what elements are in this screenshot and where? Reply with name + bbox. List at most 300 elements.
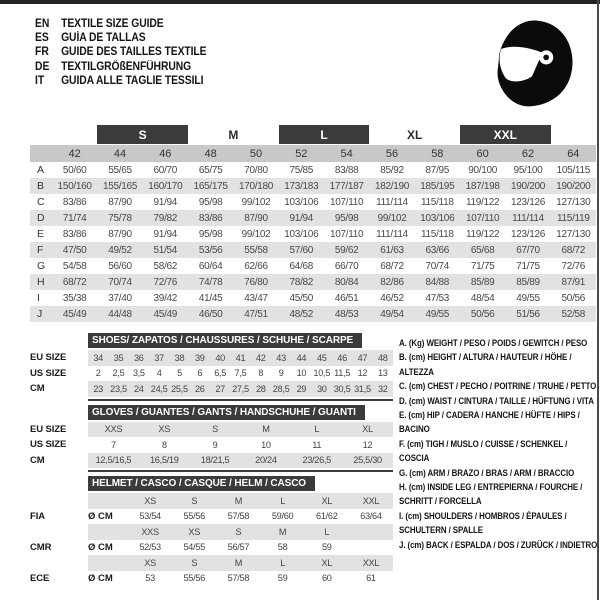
size-value: 190/200 bbox=[556, 180, 591, 192]
legend-item: E. (cm) HIP / CADERA / HANCHE / HÜFTE / HIPS / BACINO bbox=[399, 410, 580, 435]
size-column-header: 58 bbox=[431, 147, 444, 160]
measurement-legend bbox=[399, 336, 599, 552]
helmet-size-value: 53/54 bbox=[139, 511, 161, 522]
gloves-table-row-cm bbox=[30, 453, 393, 469]
row-label: EU SIZE bbox=[30, 352, 67, 364]
size-column-header: 60 bbox=[476, 147, 489, 160]
size-group-spacer bbox=[52, 125, 97, 144]
helmet-size-label: XL bbox=[321, 495, 333, 506]
helmet-sizes bbox=[88, 524, 393, 540]
size-value: 103/106 bbox=[284, 196, 319, 208]
helmet-size-label: S bbox=[191, 557, 198, 568]
language-name: TEXTILGRÖßENFÜHRUNG bbox=[61, 60, 192, 73]
size-value: 55/58 bbox=[244, 244, 268, 256]
language-code: FR bbox=[35, 46, 49, 59]
gloves-table-title: GLOVES / GUANTES / GANTS / HANDSCHUHE / GUANTI bbox=[88, 405, 365, 420]
legend-item: B. (cm) HEIGHT / ALTURA / HAUTEUR / HÖHE / ALTEZZA bbox=[399, 352, 572, 377]
legend-item: A. (Kg) WEIGHT / PESO / POIDS / GEWITCH / PESO bbox=[399, 338, 588, 348]
helmet-size-label: M bbox=[234, 557, 243, 568]
diameter-unit-label: Ø CM bbox=[88, 572, 113, 584]
row-letter: I bbox=[37, 292, 40, 304]
cell-value: 6,5 bbox=[214, 368, 227, 379]
measurement-row-c bbox=[30, 194, 596, 210]
size-value: 99/102 bbox=[241, 228, 271, 240]
cell-value: 11 bbox=[312, 439, 322, 450]
helmet-size-value: 59/60 bbox=[271, 511, 294, 522]
cell-value: 10 bbox=[261, 439, 271, 450]
size-value: 63/66 bbox=[425, 244, 450, 256]
size-value: 64/68 bbox=[289, 260, 314, 272]
size-value: 105/115 bbox=[556, 164, 590, 176]
size-value: 50/56 bbox=[470, 308, 495, 320]
cell-value: 29 bbox=[296, 383, 307, 394]
size-value: 115/119 bbox=[557, 212, 590, 224]
size-value: 91/94 bbox=[153, 228, 178, 240]
row-label-spacer bbox=[30, 555, 88, 571]
cell-value: 37 bbox=[154, 352, 164, 363]
cell-value: 25,5/30 bbox=[353, 455, 382, 466]
cell-value: 16,5/19 bbox=[149, 455, 179, 466]
standard-label: FIA bbox=[30, 510, 46, 522]
cell-value: 12 bbox=[362, 439, 373, 450]
accessory-tables bbox=[30, 333, 393, 590]
cell-value: 25,5 bbox=[171, 383, 188, 394]
size-value: 50/60 bbox=[62, 164, 87, 176]
row-label: US SIZE bbox=[30, 367, 67, 379]
size-value: 99/102 bbox=[241, 196, 271, 208]
cell-value: XL bbox=[362, 424, 373, 435]
size-value: 48/53 bbox=[334, 308, 359, 320]
cell-value: 8 bbox=[258, 368, 264, 379]
size-value: 76/80 bbox=[244, 276, 268, 288]
size-value: 103/106 bbox=[420, 212, 455, 224]
cell-value: 46 bbox=[337, 352, 347, 363]
size-value: 127/130 bbox=[556, 228, 591, 240]
language-row bbox=[35, 60, 206, 74]
helmet-values bbox=[88, 509, 393, 525]
helmet-size-value: 52/53 bbox=[139, 542, 161, 553]
language-code: IT bbox=[35, 74, 45, 87]
size-value: 66/70 bbox=[334, 260, 359, 272]
cell-value: 2 bbox=[95, 368, 101, 379]
row-letter: J bbox=[37, 308, 42, 320]
size-value: 60/70 bbox=[153, 164, 178, 176]
cell-value: 47 bbox=[357, 352, 368, 363]
size-value: 49/55 bbox=[425, 308, 450, 320]
helmet-size-value: 57/58 bbox=[227, 573, 250, 584]
helmet-size-label: XS bbox=[188, 526, 201, 537]
row-label-spacer bbox=[30, 333, 88, 348]
cell-value: 48 bbox=[377, 352, 388, 363]
cell-value: 31,5 bbox=[354, 383, 371, 394]
size-value: 107/110 bbox=[330, 196, 364, 208]
row-values bbox=[88, 350, 393, 366]
size-value: 47/51 bbox=[244, 308, 268, 320]
helmet-size-value: 57/58 bbox=[227, 511, 250, 522]
size-group-s: S bbox=[97, 125, 188, 144]
size-value: 111/114 bbox=[376, 196, 408, 208]
cell-value: 23/26,5 bbox=[302, 455, 331, 466]
size-value: 150/160 bbox=[57, 180, 92, 192]
cell-value: 44 bbox=[296, 352, 307, 363]
cell-value: 6 bbox=[197, 368, 203, 379]
size-value: 46/52 bbox=[380, 292, 404, 304]
cell-value: 3,5 bbox=[132, 368, 145, 379]
top-border-rule bbox=[0, 0, 600, 4]
measurement-row-h bbox=[30, 274, 596, 290]
cell-value: 45 bbox=[316, 352, 327, 363]
cell-value: 26 bbox=[194, 383, 205, 394]
size-value: 115/118 bbox=[421, 228, 454, 240]
size-value: 111/114 bbox=[376, 228, 408, 240]
cell-value: 27,5 bbox=[232, 383, 249, 394]
size-value: 48/54 bbox=[470, 292, 495, 304]
size-value: 70/74 bbox=[108, 276, 132, 288]
row-values bbox=[88, 381, 393, 397]
size-value: 87/90 bbox=[108, 228, 132, 240]
cell-value: 30,5 bbox=[333, 383, 351, 394]
size-value: 83/88 bbox=[334, 164, 359, 176]
cell-value: 36 bbox=[134, 352, 144, 363]
size-value: 72/76 bbox=[561, 260, 586, 272]
size-value: 45/49 bbox=[62, 308, 87, 320]
language-code: ES bbox=[35, 32, 49, 45]
size-column-header: 62 bbox=[521, 147, 535, 160]
standard-label: CMR bbox=[30, 541, 52, 553]
helmet-size-label: L bbox=[280, 495, 285, 506]
size-value: 49/55 bbox=[516, 292, 540, 304]
size-group-l: L bbox=[279, 125, 370, 144]
helmet-size-label: XL bbox=[321, 557, 333, 568]
size-value: 119/122 bbox=[466, 228, 500, 240]
helmet-values-row-cmr bbox=[30, 540, 393, 556]
helmet-size-value: 63/64 bbox=[360, 511, 382, 522]
measurement-row-f bbox=[30, 242, 596, 258]
size-value: 190/200 bbox=[510, 180, 546, 192]
row-label: CM bbox=[30, 383, 45, 395]
cell-value: 28,5 bbox=[272, 383, 290, 394]
size-value: 53/56 bbox=[198, 244, 223, 256]
size-value: 85/92 bbox=[380, 164, 404, 176]
helmet-size-label: S bbox=[235, 526, 242, 537]
helmet-size-value: 61/62 bbox=[316, 511, 338, 522]
size-value: 35/38 bbox=[62, 292, 87, 304]
helmet-size-label: S bbox=[191, 495, 198, 506]
shoes-table-row-eu-size bbox=[30, 350, 393, 366]
size-value: 80/84 bbox=[334, 276, 359, 288]
cell-value: 5 bbox=[177, 368, 182, 379]
size-value: 74/78 bbox=[198, 276, 223, 288]
cell-value: 30 bbox=[316, 383, 327, 394]
row-letter: E bbox=[37, 228, 44, 240]
measurement-row-i bbox=[30, 290, 596, 306]
size-value: 43/47 bbox=[244, 292, 268, 304]
size-value: 127/130 bbox=[556, 196, 591, 208]
size-value: 39/42 bbox=[153, 292, 178, 304]
size-value: 95/98 bbox=[334, 212, 359, 224]
cell-value: L bbox=[314, 424, 320, 435]
measurement-row-d bbox=[30, 210, 596, 226]
size-value: 49/54 bbox=[380, 308, 404, 320]
size-value: 45/50 bbox=[289, 292, 314, 304]
size-value: 49/52 bbox=[108, 244, 132, 256]
cell-value: 12 bbox=[357, 368, 368, 379]
standard-label: ECE bbox=[30, 572, 50, 584]
legend-item: I. (cm) SHOULDERS / HOMBROS / ÉPAULES / SCHULTERN / SPALLE bbox=[399, 510, 567, 536]
helmet-size-value: 61 bbox=[366, 573, 376, 584]
size-value: 51/56 bbox=[516, 308, 540, 320]
size-value: 70/74 bbox=[425, 260, 450, 272]
language-row bbox=[35, 45, 206, 59]
size-value: 68/72 bbox=[561, 244, 586, 256]
cell-value: 10 bbox=[296, 368, 307, 379]
size-value: 46/50 bbox=[198, 308, 223, 320]
cell-value: 34 bbox=[93, 352, 103, 363]
size-value: 48/52 bbox=[289, 308, 314, 320]
size-value: 85/89 bbox=[470, 276, 495, 288]
size-value: 107/110 bbox=[330, 228, 364, 240]
size-value: 83/86 bbox=[62, 196, 87, 208]
helmet-size-label: M bbox=[234, 495, 243, 506]
size-value: 55/65 bbox=[108, 164, 132, 176]
size-group-spacer bbox=[551, 125, 596, 144]
helmet-sizes-row-cmr bbox=[30, 524, 393, 540]
shoes-table-row-cm bbox=[30, 381, 393, 397]
language-name: GUÍA DE TALLAS bbox=[61, 32, 146, 45]
cell-value: 32 bbox=[377, 383, 388, 394]
size-value: 54/58 bbox=[62, 260, 87, 272]
size-value: 59/62 bbox=[334, 244, 359, 256]
helmet-values bbox=[88, 540, 393, 556]
size-value: 182/190 bbox=[374, 180, 410, 192]
size-value: 44/48 bbox=[108, 308, 132, 320]
size-value: 95/98 bbox=[198, 228, 223, 240]
measurement-row-g bbox=[30, 258, 596, 274]
size-value: 47/50 bbox=[62, 244, 87, 256]
cell-value: S bbox=[212, 424, 218, 435]
size-value: 68/72 bbox=[62, 276, 87, 288]
row-label-spacer bbox=[30, 468, 88, 472]
size-value: 56/60 bbox=[108, 260, 132, 272]
size-value: 185/195 bbox=[420, 180, 455, 192]
language-name: TEXTILE SIZE GUIDE bbox=[61, 18, 164, 31]
size-value: 75/78 bbox=[108, 212, 132, 224]
cell-value: 4 bbox=[156, 368, 162, 379]
helmet-size-value: 59 bbox=[321, 542, 332, 553]
size-column-header: 56 bbox=[385, 147, 399, 160]
cell-value: 9 bbox=[278, 368, 284, 379]
size-column-header: 52 bbox=[295, 147, 308, 160]
size-value: 95/100 bbox=[513, 164, 543, 176]
helmet-size-label: M bbox=[278, 526, 287, 537]
row-label-spacer bbox=[30, 397, 88, 401]
helmet-values bbox=[88, 571, 393, 587]
size-value: 71/74 bbox=[62, 212, 87, 224]
size-value: 50/56 bbox=[561, 292, 586, 304]
size-value: 83/86 bbox=[198, 212, 223, 224]
helmet-sizes bbox=[88, 555, 393, 571]
cell-value: 43 bbox=[276, 352, 286, 363]
size-value: 95/98 bbox=[198, 196, 223, 208]
size-value: 83/86 bbox=[62, 228, 87, 240]
size-value: 91/94 bbox=[153, 196, 178, 208]
cell-value: 38 bbox=[174, 352, 185, 363]
size-value: 37/40 bbox=[108, 292, 132, 304]
legend-item: C. (cm) CHEST / PECHO / POITRINE / TRUHE / PETTO bbox=[399, 381, 597, 392]
cell-value: 2,5 bbox=[112, 368, 125, 379]
size-value: 45/49 bbox=[153, 308, 178, 320]
helmet-size-value: 53 bbox=[145, 573, 155, 584]
size-value: 87/90 bbox=[108, 196, 132, 208]
shoes-size-table bbox=[30, 333, 393, 401]
size-value: 47/53 bbox=[425, 292, 450, 304]
size-value: 65/75 bbox=[198, 164, 223, 176]
measurement-row-j bbox=[30, 306, 596, 322]
language-header bbox=[35, 17, 226, 88]
size-value: 103/106 bbox=[284, 228, 319, 240]
diameter-unit-label: Ø CM bbox=[88, 510, 113, 522]
racing-helmet-icon bbox=[486, 12, 580, 116]
size-column-header: 50 bbox=[249, 147, 263, 160]
cell-value: M bbox=[262, 424, 270, 435]
language-name: GUIDA ALLE TAGLIE TESSILI bbox=[61, 74, 204, 87]
cell-value: 23 bbox=[93, 383, 103, 394]
cell-value: 8 bbox=[161, 439, 167, 450]
size-value: 62/66 bbox=[244, 260, 268, 272]
size-value: 99/102 bbox=[377, 212, 407, 224]
size-value: 177/187 bbox=[329, 180, 364, 192]
gloves-table-row-eu-size bbox=[30, 422, 393, 438]
size-value: 51/54 bbox=[153, 244, 178, 256]
size-value: 71/75 bbox=[470, 260, 495, 272]
row-values bbox=[88, 437, 393, 453]
row-letter: H bbox=[37, 276, 45, 288]
legend-item: G. (cm) ARM / BRAZO / BRAS / ARM / BRACCIO bbox=[399, 467, 575, 478]
size-value: 119/122 bbox=[466, 196, 500, 208]
size-value: 52/58 bbox=[561, 308, 586, 320]
textile-size-table bbox=[30, 122, 596, 322]
measurement-row-e bbox=[30, 226, 596, 242]
row-label-spacer bbox=[30, 493, 88, 509]
helmet-size-value: 55/56 bbox=[183, 573, 205, 584]
cell-value: 27 bbox=[215, 383, 225, 394]
size-value: 123/126 bbox=[510, 228, 546, 240]
helmet-values-row-ece bbox=[30, 571, 393, 587]
size-group-xxl: XXL bbox=[460, 125, 551, 144]
size-value: 41/45 bbox=[198, 292, 223, 304]
helmet-size-label: XXL bbox=[362, 557, 380, 568]
cell-value: XS bbox=[158, 424, 171, 435]
shoes-table-title: SHOES/ ZAPATOS / CHAUSSURES / SCHUHE / SCARPE bbox=[88, 333, 362, 348]
row-letter: C bbox=[37, 196, 45, 208]
helmet-values-row-fia bbox=[30, 509, 393, 525]
cell-value: 40 bbox=[215, 352, 225, 363]
size-value: 87/90 bbox=[244, 212, 268, 224]
size-value: 87/91 bbox=[561, 276, 586, 288]
size-value: 187/198 bbox=[465, 180, 500, 192]
helmet-size-label: XXS bbox=[141, 526, 159, 537]
size-value: 46/51 bbox=[334, 292, 359, 304]
size-column-header: 48 bbox=[204, 147, 217, 160]
table-bottom-rule bbox=[88, 470, 393, 472]
cell-value: 24,5 bbox=[150, 383, 168, 394]
cell-value: 35 bbox=[113, 352, 124, 363]
size-group-row bbox=[30, 122, 596, 145]
size-column-header: 42 bbox=[68, 147, 81, 160]
row-values bbox=[88, 453, 393, 469]
cell-value: 9 bbox=[212, 439, 218, 450]
size-value: 70/80 bbox=[244, 164, 268, 176]
helmet-size-value: 56/57 bbox=[227, 542, 250, 553]
size-value: 72/76 bbox=[153, 276, 178, 288]
size-value: 165/175 bbox=[193, 180, 228, 192]
size-value: 79/82 bbox=[153, 212, 178, 224]
size-value: 85/89 bbox=[516, 276, 540, 288]
cell-value: 41 bbox=[235, 352, 246, 363]
row-letter: B bbox=[37, 180, 44, 192]
row-values bbox=[88, 422, 393, 438]
language-row bbox=[35, 74, 206, 88]
cell-value: 11,5 bbox=[334, 368, 351, 379]
row-letter: D bbox=[37, 212, 45, 224]
helmet-size-value: 55/56 bbox=[183, 511, 205, 522]
language-list bbox=[35, 17, 226, 88]
diameter-unit-label: Ø CM bbox=[88, 541, 113, 553]
helmet-size-label: XS bbox=[144, 557, 156, 568]
helmet-size-value: 60 bbox=[321, 573, 332, 584]
size-value: 57/60 bbox=[289, 244, 314, 256]
size-value: 123/126 bbox=[510, 196, 546, 208]
legend-item: F. (cm) TIGH / MUSLO / CUISSE / SCHENKEL / COSCIA bbox=[399, 438, 568, 464]
size-value: 90/100 bbox=[468, 164, 498, 176]
size-value: 170/180 bbox=[238, 180, 274, 192]
size-value: 58/62 bbox=[153, 260, 178, 272]
helmet-size-value: 59 bbox=[277, 573, 288, 584]
size-value: 75/85 bbox=[289, 164, 314, 176]
cell-value: 13 bbox=[377, 368, 388, 379]
size-group-m: M bbox=[228, 127, 239, 142]
size-value: 155/165 bbox=[102, 180, 138, 192]
size-value: 61/63 bbox=[380, 244, 404, 256]
size-columns-row bbox=[30, 145, 596, 162]
cell-value: 7,5 bbox=[234, 368, 247, 379]
language-row bbox=[35, 31, 206, 45]
table-bottom-rule bbox=[88, 399, 393, 401]
cell-value: 23,5 bbox=[110, 383, 127, 394]
helmet-table-title: HELMET / CASCO / CASQUE / HELM / CASCO bbox=[88, 476, 315, 491]
cell-value: 18/21,5 bbox=[200, 455, 230, 466]
helmet-size-value: 54/55 bbox=[183, 542, 205, 553]
helmet-size-table bbox=[30, 476, 393, 586]
row-label-spacer bbox=[30, 476, 88, 491]
legend-item: J. (cm) BACK / ESPALDA / DOS / ZURÜCK / INDIETRO bbox=[399, 539, 598, 550]
helmet-size-value: 58 bbox=[277, 542, 288, 553]
size-column-header: 64 bbox=[567, 147, 580, 160]
size-value: 160/170 bbox=[148, 180, 183, 192]
row-letter: A bbox=[37, 164, 44, 176]
cell-value: 28 bbox=[255, 383, 266, 394]
size-value: 115/118 bbox=[421, 196, 454, 208]
size-value: 71/75 bbox=[516, 260, 540, 272]
cell-value: 20/24 bbox=[255, 455, 277, 466]
size-value: 78/82 bbox=[289, 276, 314, 288]
size-value: 82/86 bbox=[380, 276, 404, 288]
helmet-size-label: XXL bbox=[362, 495, 380, 506]
helmet-sizes bbox=[88, 493, 393, 509]
size-value: 91/94 bbox=[289, 212, 314, 224]
size-value: 87/95 bbox=[425, 164, 450, 176]
helmet-sizes-row-fia bbox=[30, 493, 393, 509]
